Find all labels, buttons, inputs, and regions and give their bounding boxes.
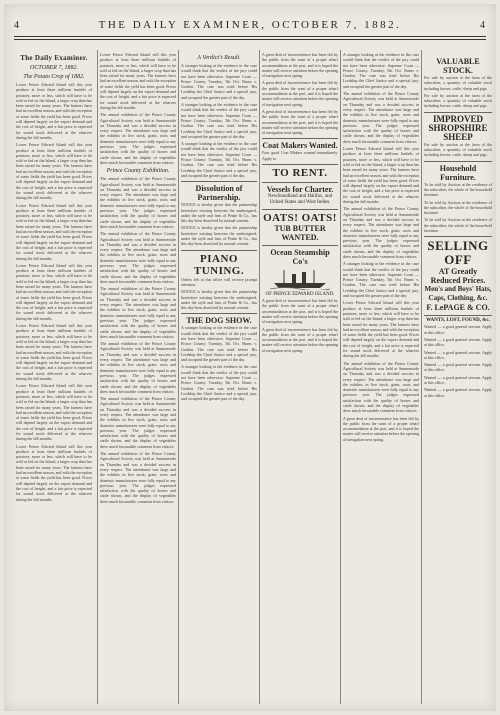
- ad-title: Household Furniture.: [439, 163, 477, 182]
- valuable-stock-ad: [424, 55, 492, 109]
- ad-title: OATS! OATS!: [263, 212, 337, 225]
- article-body: A stranger looking at the evidence in the case would think that the verdict of the jury could not have been otherwise. Supreme Court — Prince County. Tuesday, 5th Oct. Burns v. Gordon. The case was tried before His Lordship the Chief Justice and a special jury, and occupied the greater part of the day.: [181, 141, 257, 178]
- masthead: [14, 18, 486, 32]
- section-title: WANTS, LOST, FOUND, &c.: [426, 318, 490, 324]
- ad-text: Wanted — a good general servant. Apply at this office.: [424, 374, 492, 386]
- masthead-rule-thin: [14, 39, 486, 40]
- ad-text: Newfoundland and Halifax, and United States and West Indies.: [267, 194, 333, 206]
- ad-title: TO RENT.: [272, 167, 328, 180]
- masthead-rule: [14, 36, 486, 37]
- column-divider: [421, 50, 422, 704]
- to-rent-ad: [262, 164, 338, 179]
- article-body: The annual exhibition of the Prince County Agricultural Society was held at Summerside on Thursday and was a decided success in every respect. The attendance was large and the exhibits in live stock, grain, roots and domestic manufactures were fully equal to any previous year. The judges expressed satisfaction with the quality of horses and cattle shown, and the display of vegetables drew much favourable comment from visitors.: [343, 206, 419, 259]
- ad-text: Wanted — a good general servant. Apply at this office.: [424, 324, 492, 335]
- ad-text: Men's and Boys' Hats, Caps, Clothing, &c.: [424, 285, 492, 303]
- piano-tuning-ad: [181, 250, 257, 311]
- article-body: Lower Prince Edward Island will this year produce at least three millions bushels of potatoes, more or less, which will have to be sold or fed on the Island, a larger crop than has been raised for many years. The farmers have had an excellent season, and with the exception of some fields the yield has been good. Prices will depend largely on the export demand and the cost of freight, and a fair price is expected for sound stock delivered at the wharves during the fall months.: [16, 82, 92, 140]
- page-number-left: 4: [14, 19, 20, 31]
- ad-text: Wanted — a good general servant. Apply at this office.: [424, 387, 492, 398]
- newspaper-title: THE DAILY EXAMINER, OCTOBER 7, 1882.: [98, 19, 402, 31]
- article-body: A great deal of inconvenience has been felt by the public from the want of a proper wharf accommodation at the port, and it is hoped the matter will receive attention before the opening of navigation next spring.: [262, 52, 338, 79]
- oats-ad: [262, 209, 338, 242]
- vessels-charter-ad: [262, 182, 338, 206]
- column-divider: [259, 50, 260, 704]
- ad-advertiser: F. LePAGE & CO.: [426, 303, 490, 313]
- article-body: The annual exhibition of the Prince County Agricultural Society was held at Summerside on Thursday and was a decided success in every respect. The attendance was large and the exhibits in live stock, grain, roots and domestic manufactures were fully equal to any previous year. The judges expressed satisfaction with the quality of horses and cattle shown, and the display of vegetables drew much favourable comment from visitors.: [100, 286, 176, 339]
- column-2: [100, 52, 176, 702]
- article-body: Lower Prince Edward Island will this year produce at least three millions bushels of potatoes, more or less, which will have to be sold or fed on the Island, a larger crop than has been raised for many years. The farmers have had an excellent season, and with the exception of some fields the yield has been good. Prices will depend largely on the export demand and the cost of freight, and a fair price is expected for sound stock delivered at the wharves during the fall months.: [16, 202, 92, 261]
- article-body: The annual exhibition of the Prince County Agricultural Society was held at Summerside on Thursday and was a decided success in every respect. The attendance was large and the exhibits in live stock, grain, roots and domestic manufactures were fully equal to any previous year. The judges expressed satisfaction with the quality of horses and cattle shown, and the display of vegetables drew much favourable comment from visitors.: [100, 112, 176, 165]
- column-divider: [340, 50, 341, 704]
- article-title: Prince County Exhibition.: [106, 168, 170, 175]
- notice-text: NOTICE is hereby given that the partnership heretofore existing between the undersigned, under the style and firm of Peake & Co., has this day been dissolved by mutual consent.: [181, 202, 257, 224]
- article-body: A great deal of inconvenience has been felt by the public from the want of a proper wharf accommodation at the port, and it is hoped the matter will receive attention before the opening of navigation next spring.: [262, 108, 338, 136]
- article-body: Lower Prince Edward Island will this year produce at least three millions bushels of potatoes, more or less, which will have to be sold or fed on the Island, a larger crop than has been raised for many years. The farmers have had an excellent season, and with the exception of some fields the yield has been good. Prices will depend largely on the export demand and the cost of freight, and a fair price is expected for sound stock delivered at the wharves during the fall months.: [16, 383, 92, 442]
- article-body: Lower Prince Edward Island will this year produce at least three millions bushels of potatoes, more or less, which will have to be sold or fed on the Island, a larger crop than has been raised for many years. The farmers have had an excellent season, and with the exception of some fields the yield has been good. Prices will depend largely on the export demand and the cost of freight, and a fair price is expected for sound stock delivered at the wharves during the fall months.: [343, 300, 419, 359]
- ad-subtitle: TUB BUTTER WANTED.: [274, 224, 326, 243]
- article-body: Lower Prince Edward Island will this year produce at least three millions bushels of potatoes, more or less, which will have to be sold or fed on the Island, a larger crop than has been raised for many years. The farmers have had an excellent season, and with the exception of some fields the yield has been good. Prices will depend largely on the export demand and the cost of freight, and a fair price is expected for sound stock delivered at the wharves during the fall months.: [16, 443, 92, 502]
- ad-title: VALUABLE STOCK.: [436, 57, 480, 75]
- column-divider: [178, 50, 179, 704]
- ad-subtitle: AT Greatly Reduced Prices.: [430, 267, 486, 286]
- ad-text: Wanted — a good general servant. Apply at this office.: [424, 362, 492, 373]
- ad-text: To be sold by Auction at the residence of the subscriber, the whole of the household furniture.: [424, 217, 492, 234]
- ad-text: A stranger looking at the evidence in the case would think that the verdict of the jury could not have been otherwise. Supreme Court — Prince County. Tuesday, 5th Oct. Burns v. Gordon. The case was tried before His Lordship the Chief Justice and a special jury, and occupied the greater part of the day.: [181, 325, 257, 363]
- article-body: Lower Prince Edward Island will this year produce at least three millions bushels of potatoes, more or less, which will have to be sold or fed on the Island, a larger crop than has been raised for many years. The farmers have had an excellent season, and with the exception of some fields the yield has been good. Prices will depend largely on the export demand and the cost of freight, and a fair price is expected for sound stock delivered at the wharves during the fall months.: [343, 146, 419, 205]
- column-4: [262, 52, 338, 702]
- article-title: The Potato Crop of 1882.: [23, 74, 85, 80]
- ad-text: To be sold by Auction at the residence of the subscriber, the whole of the household furniture.: [424, 181, 492, 198]
- ad-title: IMPROVED SHROPSHIRE SHEEP: [428, 113, 488, 142]
- article-title: A Verdict's Result.: [197, 55, 241, 61]
- column-divider: [97, 50, 98, 704]
- wants-lost-found: [424, 315, 492, 398]
- ad-title: THE DOG SHOW.: [186, 316, 252, 326]
- steamship-ad: [262, 245, 338, 353]
- newspaper-page: [4, 4, 496, 711]
- article-body: Lower Prince Edward Island will this year produce at least three millions bushels of potatoes, more or less, which will have to be sold or fed on the Island, a larger crop than has been raised for many years. The farmers have had an excellent season, and with the exception of some fields the yield has been good. Prices will depend largely on the export demand and the cost of freight, and a fair price is expected for sound stock delivered at the wharves during the fall months.: [16, 323, 92, 382]
- ad-title: Vessels for Charter.: [266, 185, 334, 195]
- ad-subtitle: OF PRINCE EDWARD ISLAND.: [265, 292, 335, 298]
- article-body: The annual exhibition of the Prince County Agricultural Society was held at Summerside on Thursday and was a decided success in every respect. The attendance was large and the exhibits in live stock, grain, roots and domestic manufactures were fully equal to any previous year. The judges expressed satisfaction with the quality of horses and cattle shown, and the display of vegetables drew much favourable comment from visitors.: [343, 91, 419, 144]
- ad-text: To be sold by Auction at the residence of the subscriber, the whole of the household furniture.: [424, 199, 492, 216]
- dog-show-ad: [181, 313, 257, 401]
- article-body: The annual exhibition of the Prince County Agricultural Society was held at Summerside on Thursday and was a decided success in every respect. The attendance was large and the exhibits in live stock, grain, roots and domestic manufactures were fully equal to any previous year. The judges expressed satisfaction with the quality of horses and cattle shown, and the display of vegetables drew much favourable comment from visitors.: [100, 451, 176, 504]
- ad-title: Coat Makers Wanted.: [262, 141, 338, 151]
- article-body: The annual exhibition of the Prince County Agricultural Society was held at Summerside on Thursday and was a decided success in every respect. The attendance was large and the exhibits in live stock, grain, roots and domestic manufactures were fully equal to any previous year. The judges expressed satisfaction with the quality of horses and cattle shown, and the display of vegetables drew much favourable comment from visitors.: [100, 176, 176, 229]
- ad-text: A great deal of inconvenience has been felt by the public from the want of a proper wharf accommodation at the port, and it is hoped the matter will receive attention before the opening of navigation next spring.: [262, 298, 338, 325]
- article-body: The annual exhibition of the Prince County Agricultural Society was held at Summerside on Thursday and was a decided success in every respect. The attendance was large and the exhibits in live stock, grain, roots and domestic manufactures were fully equal to any previous year. The judges expressed satisfaction with the quality of horses and cattle shown, and the display of vegetables drew much favourable comment from visitors.: [100, 396, 176, 449]
- article-body: A stranger looking at the evidence in the case would think that the verdict of the jury could not have been otherwise. Supreme Court — Prince County. Tuesday, 5th Oct. Burns v. Gordon. The case was tried before His Lordship the Chief Justice and a special jury, and occupied the greater part of the day.: [181, 63, 257, 100]
- ad-text: Wanted — a good general servant. Apply at this office.: [424, 349, 492, 360]
- selling-off-ad: [424, 236, 492, 312]
- column-6: [424, 52, 492, 702]
- article-body: A stranger looking at the evidence in the case would think that the verdict of the jury could not have been otherwise. Supreme Court — Prince County. Tuesday, 5th Oct. Burns v. Gordon. The case was tried before His Lordship the Chief Justice and a special jury, and occupied the greater part of the day.: [181, 102, 257, 139]
- article-body: A great deal of inconvenience has been felt by the public from the want of a proper wharf accommodation at the port, and it is hoped the matter will receive attention before the opening of navigation next spring.: [262, 80, 338, 107]
- ad-text: A stranger looking at the evidence in the case would think that the verdict of the jury could not have been otherwise. Supreme Court — Prince County. Tuesday, 5th Oct. Burns v. Gordon. The case was tried before His Lordship the Chief Justice and a special jury, and occupied the greater part of the day.: [181, 364, 257, 402]
- article-body: A great deal of inconvenience has been felt by the public from the want of a proper wharf accommodation at the port, and it is hoped the matter will receive attention before the opening of navigation next spring.: [343, 415, 419, 442]
- ad-text: A great deal of inconvenience has been felt by the public from the want of a proper wharf accommodation at the port, and it is hoped the matter will receive attention before the opening of navigation next spring.: [262, 326, 338, 353]
- ad-title: Ocean Steamship Co's: [270, 248, 330, 267]
- article-body: A stranger looking at the evidence in the case would think that the verdict of the jury could not have been otherwise. Supreme Court — Prince County. Tuesday, 5th Oct. Burns v. Gordon. The case was tried before His Lordship the Chief Justice and a special jury, and occupied the greater part of the day.: [343, 52, 419, 89]
- column-5: [343, 52, 419, 702]
- article-body: Lower Prince Edward Island will this year produce at least three millions bushels of potatoes, more or less, which will have to be sold or fed on the Island, a larger crop than has been raised for many years. The farmers have had an excellent season, and with the exception of some fields the yield has been good. Prices will depend largely on the export demand and the cost of freight, and a fair price is expected for sound stock delivered at the wharves during the fall months.: [100, 52, 176, 110]
- article-body: The annual exhibition of the Prince County Agricultural Society was held at Summerside on Thursday and was a decided success in every respect. The attendance was large and the exhibits in live stock, grain, roots and domestic manufactures were fully equal to any previous year. The judges expressed satisfaction with the quality of horses and cattle shown, and the display of vegetables drew much favourable comment from visitors.: [343, 360, 419, 414]
- ad-text: For sale by auction at the farm of the subscriber, a quantity of valuable stock including horses, cattle, sheep and pigs.: [424, 75, 492, 91]
- ad-text: For sale by auction at the farm of the subscriber, a quantity of valuable stock including horses, cattle, sheep and pigs.: [424, 141, 492, 158]
- ad-text: For sale by auction at the farm of the subscriber, a quantity of valuable stock including horses, cattle, sheep and pigs.: [424, 92, 492, 109]
- article-body: The annual exhibition of the Prince County Agricultural Society was held at Summerside on Thursday and was a decided success in every respect. The attendance was large and the exhibits in live stock, grain, roots and domestic manufactures were fully equal to any previous year. The judges expressed satisfaction with the quality of horses and cattle shown, and the display of vegetables drew much favourable comment from visitors.: [100, 341, 176, 394]
- steamship-icon: [270, 268, 330, 290]
- notice-text: NOTICE is hereby given that the partnership heretofore existing between the undersigned, under the style and firm of Peake & Co., has this day been dissolved by mutual consent.: [181, 225, 257, 247]
- column-3: [181, 52, 257, 702]
- shropshire-sheep-ad: [424, 112, 492, 158]
- notice-title: Dissolution of Partnership.: [195, 184, 243, 203]
- coat-makers-ad: [262, 138, 338, 161]
- ad-text: Wanted — a good general servant. Apply at this office.: [424, 336, 492, 348]
- column-1: [16, 52, 92, 702]
- column-heading: The Daily Examiner.: [20, 54, 88, 62]
- article-body: The annual exhibition of the Prince County Agricultural Society was held at Summerside on Thursday and was a decided success in every respect. The attendance was large and the exhibits in live stock, grain, roots and domestic manufactures were fully equal to any previous year. The judges expressed satisfaction with the quality of horses and cattle shown, and the display of vegetables drew much favourable comment from visitors.: [100, 231, 176, 284]
- article-body: Lower Prince Edward Island will this year produce at least three millions bushels of potatoes, more or less, which will have to be sold or fed on the Island, a larger crop than has been raised for many years. The farmers have had an excellent season, and with the exception of some fields the yield has been good. Prices will depend largely on the export demand and the cost of freight, and a fair price is expected for sound stock delivered at the wharves during the fall months.: [16, 262, 92, 321]
- ad-text: NOTICE is hereby given that the partnership heretofore existing between the undersigned, under the style and firm of Peake & Co., has this day been dissolved by mutual consent.: [181, 289, 257, 311]
- ad-title: SELLING OFF: [427, 238, 489, 268]
- page-number-right: 4: [480, 19, 486, 31]
- article-body: Lower Prince Edward Island will this year produce at least three millions bushels of potatoes, more or less, which will have to be sold or fed on the Island, a larger crop than has been raised for many years. The farmers have had an excellent season, and with the exception of some fields the yield has been good. Prices will depend largely on the export demand and the cost of freight, and a fair price is expected for sound stock delivered at the wharves during the fall months.: [16, 142, 92, 201]
- household-furniture-ad: [424, 161, 492, 234]
- article-body: A stranger looking at the evidence in the case would think that the verdict of the jury could not have been otherwise. Supreme Court — Prince County. Tuesday, 5th Oct. Burns v. Gordon. The case was tried before His Lordship the Chief Justice and a special jury, and occupied the greater part of the day.: [343, 261, 419, 299]
- dissolution-notice: [181, 181, 257, 246]
- ad-text: Orders left at this office will receive prompt attention.: [181, 276, 257, 287]
- ad-title: PIANO TUNING.: [193, 252, 245, 277]
- ad-text: Four good Coat Makers wanted immediately. Apply to: [262, 150, 338, 161]
- column-date: OCTOBER 7, 1882.: [30, 65, 78, 71]
